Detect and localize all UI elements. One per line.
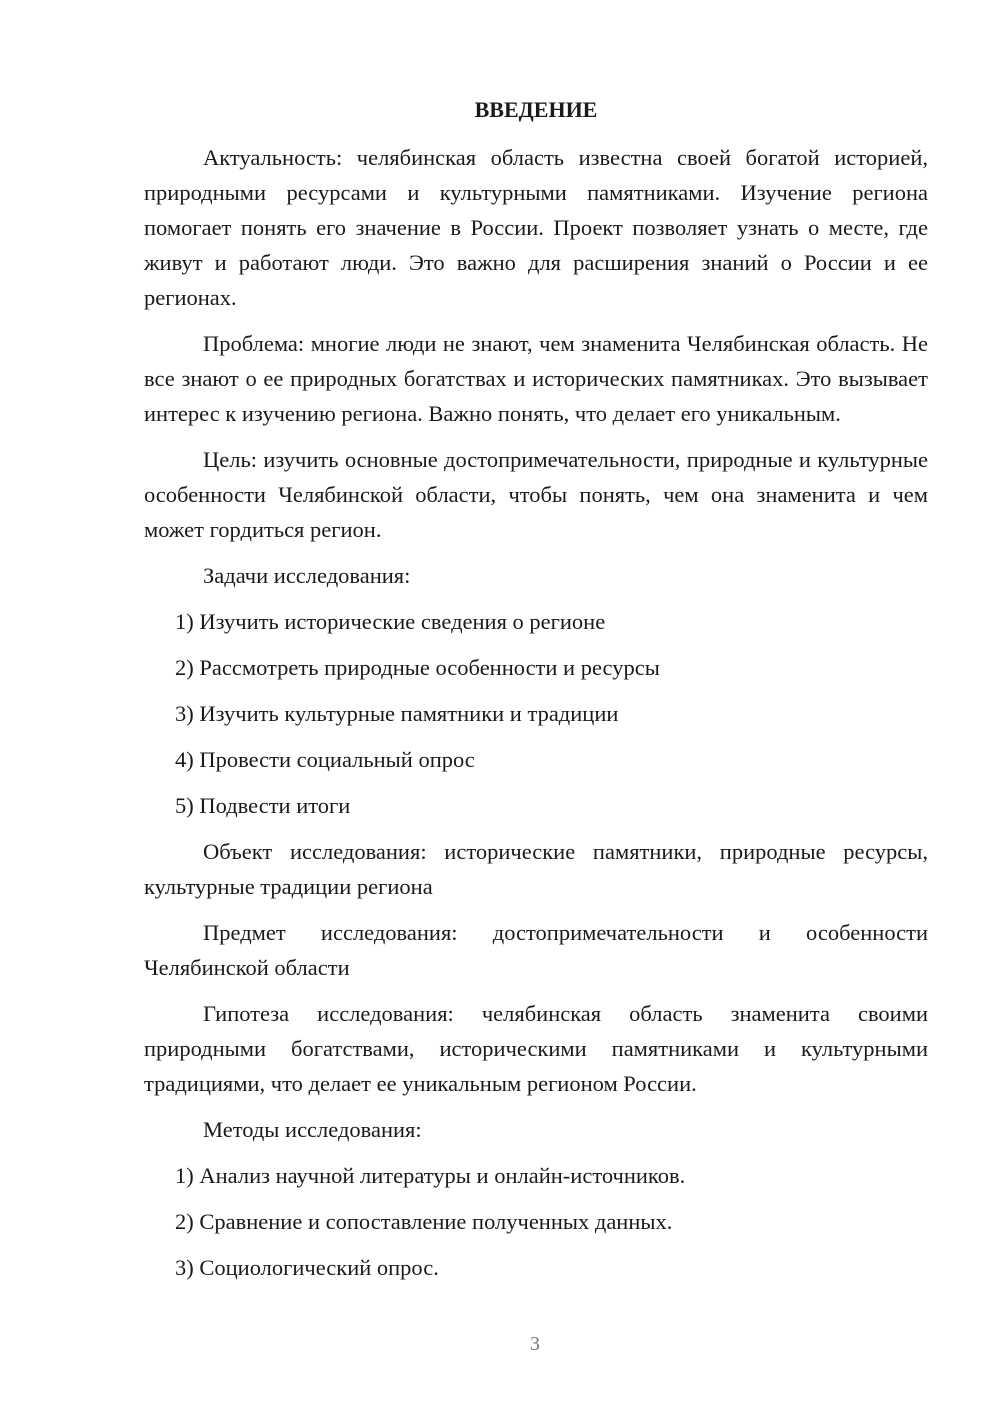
methods-list (144, 1158, 928, 1285)
relevance-paragraph: Актуальность: челябинская область известна своей богатой историей, природными ресурсами и культурными памятниками. Изучение региона помогает понять его значение в России. Проект позволяет узнать о месте, где живут и работают люди. Это важно для расширения знаний о России и ее регионах. (144, 145, 928, 310)
object-paragraph: Объект исследования: исторические памятники, природные ресурсы, культурные традиции региона (144, 839, 928, 899)
list-item: 2) Рассмотреть природные особенности и ресурсы (175, 655, 660, 680)
goal-paragraph: Цель: изучить основные достопримечательности, природные и культурные особенности Челябинской области, чтобы понять, чем она знаменита и чем может гордиться регион. (144, 447, 928, 542)
tasks-list (144, 604, 928, 823)
tasks-heading: Задачи исследования: (203, 563, 411, 588)
list-item: 2) Сравнение и сопоставление полученных данных. (175, 1209, 673, 1234)
subject-paragraph: Предмет исследования: достопримечательности и особенности Челябинской области (144, 920, 928, 980)
page-title: ВВЕДЕНИЕ (474, 97, 598, 122)
list-item: 3) Социологический опрос. (175, 1255, 439, 1280)
list-item: 1) Анализ научной литературы и онлайн-источников. (175, 1163, 686, 1188)
list-item: 4) Провести социальный опрос (175, 747, 475, 772)
hypothesis-paragraph: Гипотеза исследования: челябинская область знаменита своими природными богатствами, историческими памятниками и культурными традициями, что делает ее уникальным регионом России. (144, 1001, 928, 1096)
problem-paragraph: Проблема: многие люди не знают, чем знаменита Челябинская область. Не все знают о ее природных богатствах и исторических памятниках. Это вызывает интерес к изучению региона. Важно понять, что делает его уникальным. (144, 331, 928, 426)
document-page (144, 92, 928, 1296)
page-number: 3 (530, 1333, 540, 1355)
list-item: 5) Подвести итоги (175, 793, 351, 818)
list-item: 1) Изучить исторические сведения о регионе (175, 609, 606, 634)
list-item: 3) Изучить культурные памятники и традиции (175, 701, 619, 726)
methods-heading: Методы исследования: (203, 1117, 422, 1142)
